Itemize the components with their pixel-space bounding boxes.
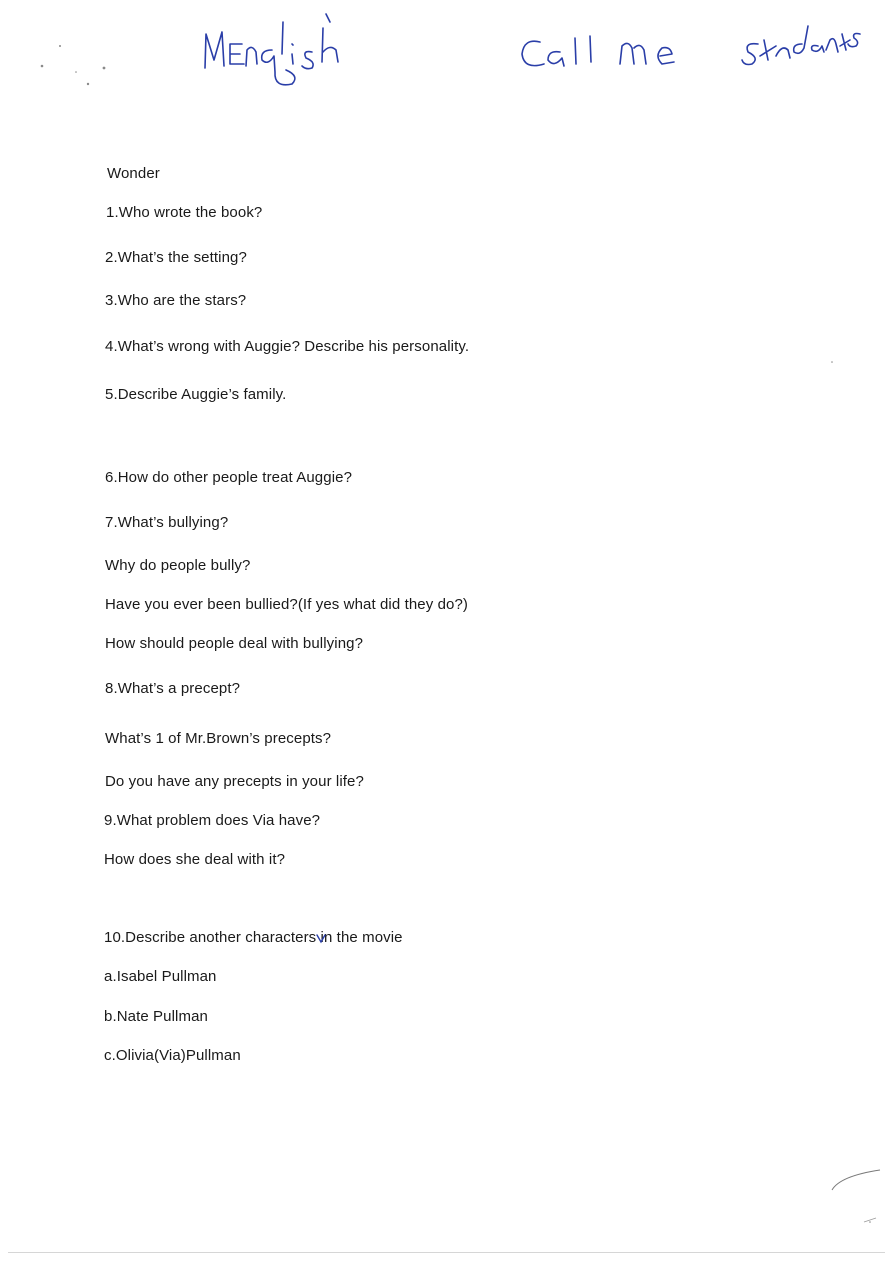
- question-line: 3.Who are the stars?: [105, 292, 247, 309]
- question-line: 2.What’s the setting?: [105, 249, 247, 266]
- question-line: 4.What’s wrong with Auggie? Describe his personality.: [105, 338, 470, 355]
- question-line: How should people deal with bullying?: [105, 635, 364, 652]
- list-item: c.Olivia(Via)Pullman: [104, 1047, 241, 1064]
- handwritten-header: [0, 0, 893, 110]
- list-item: a.Isabel Pullman: [104, 968, 217, 985]
- question-line: Do you have any precepts in your life?: [105, 773, 364, 790]
- ink-mark: [314, 932, 328, 946]
- question-line: What’s 1 of Mr.Brown’s precepts?: [105, 730, 332, 747]
- handwritten-note-menglish: [205, 14, 338, 85]
- handwritten-note-call-me: [522, 36, 674, 66]
- worksheet-title: Wonder: [107, 165, 160, 182]
- question-line: 1.Who wrote the book?: [106, 204, 263, 221]
- question-line: 10.Describe another characters in the movie: [104, 929, 403, 946]
- question-line: Why do people bully?: [105, 557, 251, 574]
- question-line: 9.What problem does Via have?: [104, 812, 321, 829]
- page-edge-line: [8, 1252, 885, 1253]
- question-line: Have you ever been bullied?(If yes what did they do?): [105, 596, 469, 613]
- question-line: 5.Describe Auggie’s family.: [105, 386, 287, 403]
- question-line: 7.What’s bullying?: [105, 514, 229, 531]
- question-line: 8.What’s a precept?: [105, 680, 241, 697]
- question-line: 6.How do other people treat Auggie?: [105, 469, 353, 486]
- handwritten-note-students: [742, 26, 860, 65]
- list-item: b.Nate Pullman: [104, 1008, 208, 1025]
- question-line: How does she deal with it?: [104, 851, 286, 868]
